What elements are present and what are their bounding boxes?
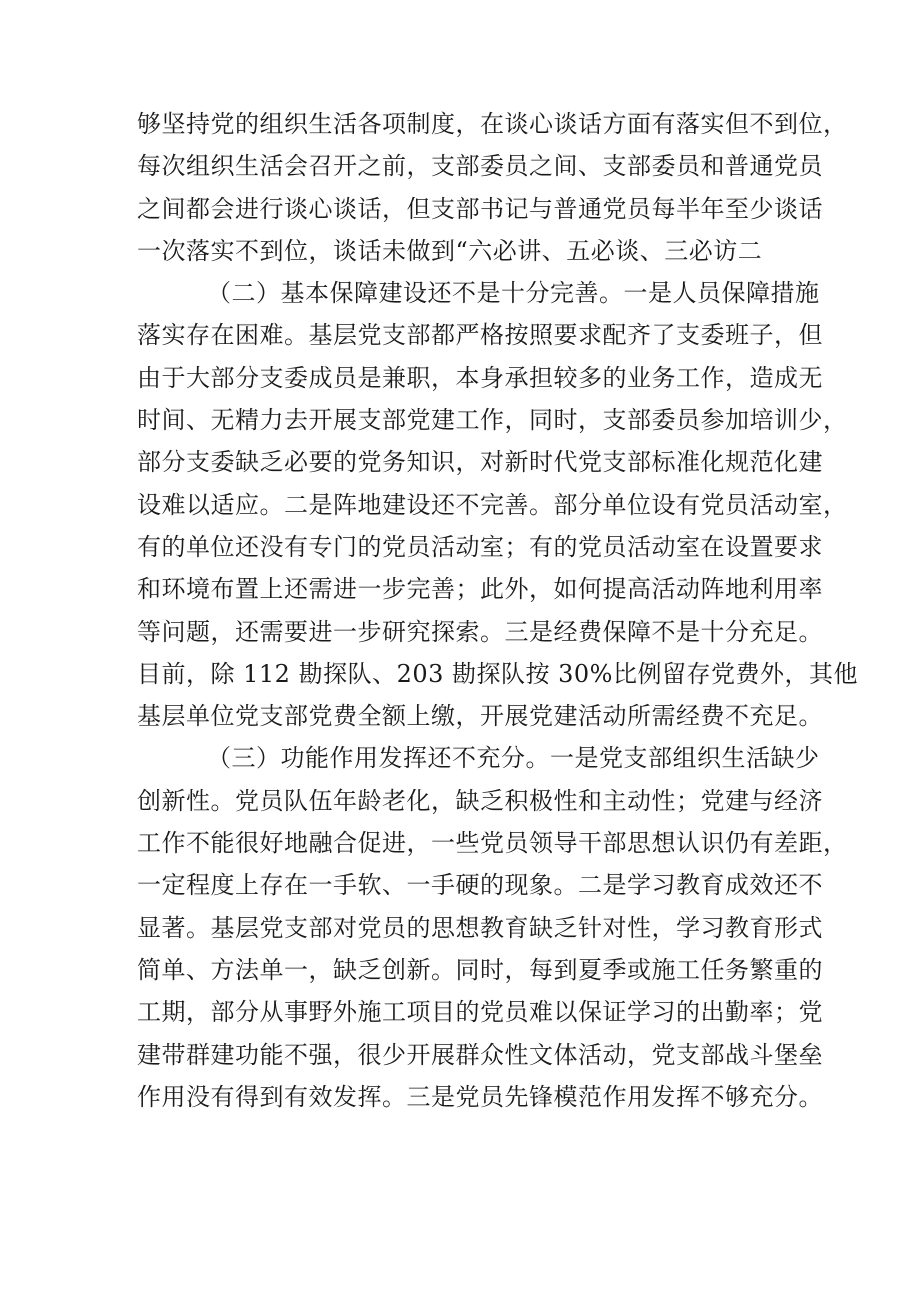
text-line: 由于大部分支委成员是兼职，本身承担较多的业务工作，造成无 [137,363,823,392]
text-line: 够坚持党的组织生活各项制度，在谈心谈话方面有落实但不到位， [137,110,848,138]
body-text [137,103,858,1118]
text-line: 每次组织生活会召开之前，支部委员之间、支部委员和普通党员 [137,152,823,181]
text-line: 部分支委缺乏必要的党务知识，对新时代党支部标准化规范化建 [137,448,823,477]
text-line: 简单、方法单一，缺乏创新。同时，每到夏季或施工任务繁重的 [137,955,823,984]
text-line: 工期，部分从事野外施工项目的党员难以保证学习的出勤率；党 [137,998,823,1027]
text-line: 基层单位党支部党费全额上缴，开展党建活动所需经费不充足。 [137,702,823,731]
text-line: 有的单位还没有专门的党员活动室；有的党员活动室在设置要求 [137,532,823,561]
text-line: 工作不能很好地融合促进，一些党员领导干部思想认识仍有差距， [137,829,848,858]
section-heading-line: （二）基本保障建设还不是十分完善。一是人员保障措施 [207,279,820,308]
text-line: 等问题，还需要进一步研究探索。三是经费保障不是十分充足。 [137,617,823,646]
text-line: 一定程度上存在一手软、一手硬的现象。二是学习教育成效还不 [137,871,823,900]
text-line: 之间都会进行谈心谈话，但支部书记与普通党员每半年至少谈话 [137,194,823,223]
text-line: 落实存在困难。基层党支部都严格按照要求配齐了支委班子，但 [137,321,823,350]
text-line: 设难以适应。二是阵地建设还不完善。部分单位设有党员活动室， [137,490,848,519]
text-line: 时间、无精力去开展支部党建工作，同时，支部委员参加培训少， [137,406,848,435]
text-line: 创新性。党员队伍年龄老化，缺乏积极性和主动性；党建与经济 [137,786,823,815]
text-line: 和环境布置上还需进一步完善；此外，如何提高活动阵地利用率 [137,575,823,604]
text-line: 作用没有得到有效发挥。三是党员先锋模范作用发挥不够充分。 [137,1082,823,1111]
text-line: 显著。基层党支部对党员的思想教育缺乏针对性，学习教育形式 [137,913,823,942]
section-heading-line: （三）功能作用发挥还不充分。一是党支部组织生活缺少 [207,744,820,773]
text-line: 建带群建功能不强，很少开展群众性文体活动，党支部战斗堡垒 [137,1040,823,1069]
text-line: 一次落实不到位，谈话未做到“六必讲、五必谈、三必访二 [137,236,763,265]
text-line: 目前，除 112 勘探队、203 勘探队按 30%比例留存党费外，其他 [137,659,858,688]
